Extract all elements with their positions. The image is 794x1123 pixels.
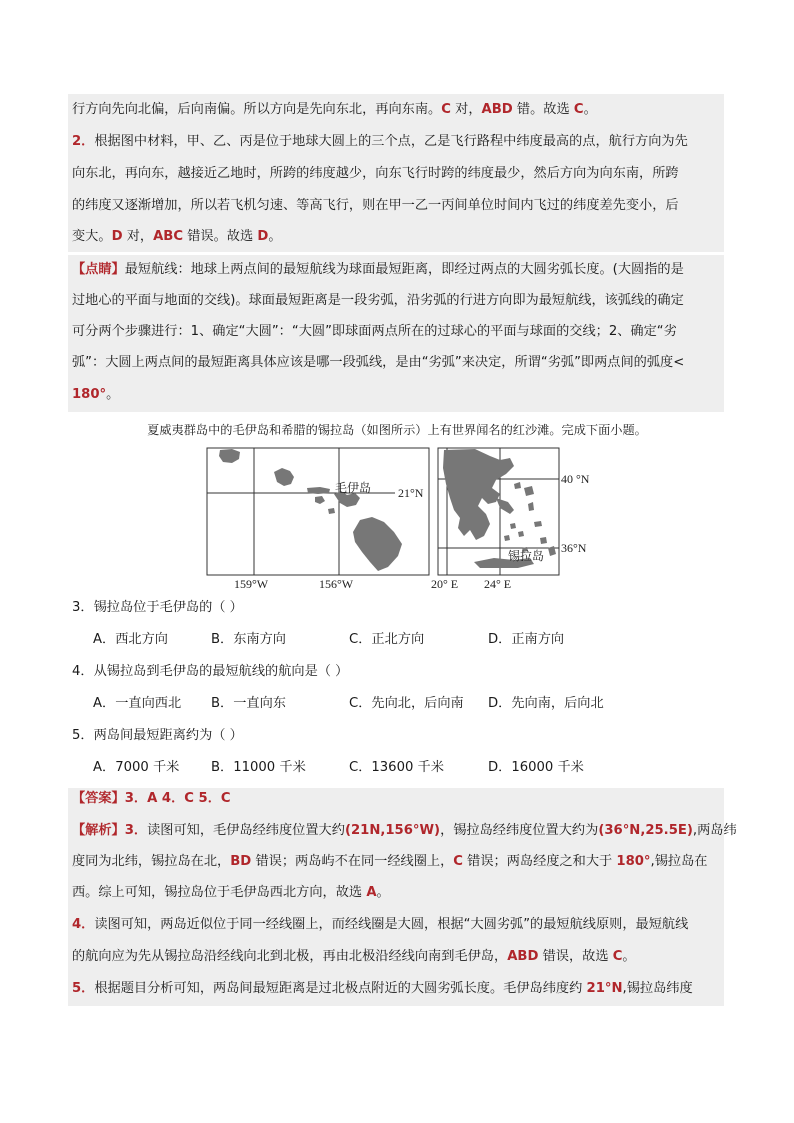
highlight-text: D	[257, 229, 269, 244]
island-cyclades-2	[518, 531, 524, 537]
highlight-text: 2．	[72, 134, 95, 149]
island-chios	[528, 502, 534, 511]
explanation-line	[72, 227, 282, 247]
highlight-text: 21°N	[586, 981, 623, 996]
label-lon-156: 156°W	[319, 577, 354, 591]
text-run: 错误；两岛经度之和大于	[462, 854, 617, 869]
highlight-text: ABD	[481, 102, 513, 117]
answer-line	[72, 821, 737, 841]
explanation-line	[72, 164, 679, 184]
text-run: 根据图中材料，甲、乙、丙是位于地球大圆上的三个点，乙是飞行路程中纬度最高的点，航行方向为先	[94, 134, 688, 149]
island-cyclades-1	[510, 523, 516, 529]
question-4-option-b[interactable]: B．一直向东	[211, 696, 286, 711]
text-run: 西。综上可知，锡拉岛位于毛伊岛西北方向，故选	[72, 885, 367, 900]
question-4-option-c[interactable]: C．先向北，后向南	[349, 696, 464, 711]
text-run: ,两岛纬	[692, 823, 737, 838]
text-run: 向东北，再向东，越接近乙地时，所跨的纬度越少，向东飞行时跨的纬度最少，然后方向为向东南，所跨	[72, 166, 679, 181]
island-cyclades-3	[504, 535, 510, 541]
text-run: 。	[268, 229, 282, 244]
text-run: 度同为北纬，锡拉岛在北，	[72, 854, 231, 869]
label-maui: 毛伊岛	[335, 481, 372, 495]
highlight-text: ABC	[153, 229, 184, 244]
question-3-stem: 3．锡拉岛位于毛伊岛的（ ）	[72, 600, 243, 615]
highlight-text: 180°	[72, 387, 107, 402]
highlight-text: 5．	[72, 981, 95, 996]
question-3-option-c[interactable]: C．正北方向	[349, 632, 425, 647]
label-lat-21: 21°N	[398, 486, 424, 500]
text-run: ,锡拉岛在	[650, 854, 708, 869]
text-run: 。	[106, 387, 120, 402]
highlight-text: D	[111, 229, 123, 244]
question-5-option-c[interactable]: C．13600 千米	[349, 760, 444, 775]
answer-line	[72, 915, 688, 935]
island-samos	[534, 521, 542, 527]
question-3-option-b[interactable]: B．东南方向	[211, 632, 286, 647]
island-kauai	[219, 449, 240, 463]
highlight-text: 【解析】3．	[72, 823, 148, 838]
text-run: 变大。	[72, 229, 112, 244]
tip-line	[72, 291, 684, 311]
label-lon-20: 20° E	[431, 577, 459, 591]
island-lesbos	[524, 486, 534, 496]
island-molokai	[307, 487, 330, 494]
text-run: 错误，故选	[538, 949, 613, 964]
map-hawaii	[202, 444, 432, 594]
question-3-option-d[interactable]: D．正南方向	[488, 632, 565, 647]
text-run: 根据题目分析可知，两岛间最短距离是过北极点附近的大圆劣弧长度。毛伊岛纬度约	[94, 981, 587, 996]
text-run: 的纬度又逐渐增加，所以若飞机匀速、等高飞行，则在甲一乙一丙间单位时间内飞过的纬度差先变小，后	[72, 198, 679, 213]
text-run: 弧”：大圆上两点间的最短距离具体应该是哪一段弧线，是由“劣弧”来决定，所谓“劣弧”即两点间的弧度<	[72, 355, 685, 370]
text-run: 对，	[122, 229, 154, 244]
highlight-text: 180°	[616, 854, 651, 869]
highlight-text: BD	[230, 854, 252, 869]
highlight-text: (21N,156°W)	[344, 823, 441, 838]
text-run: ,锡拉岛纬度	[622, 981, 693, 996]
highlight-text: ABD	[507, 949, 539, 964]
answer-line	[72, 789, 231, 809]
island-lanai	[315, 496, 325, 504]
island-lemnos	[514, 482, 521, 489]
question-4-option-d[interactable]: D．先向南，后向北	[488, 696, 604, 711]
answer-line	[72, 947, 636, 967]
text-run: 读图可知，毛伊岛经纬度位置大约	[147, 823, 345, 838]
answer-line	[72, 883, 390, 903]
tip-line	[72, 353, 684, 373]
question-5-option-a[interactable]: A．7000 千米	[93, 760, 180, 775]
explanation-line	[72, 132, 688, 152]
text-run: 行方向先向北偏，后向南偏。所以方向是先向东北，再向东南。	[72, 102, 442, 117]
answer-line	[72, 979, 693, 999]
highlight-text: C	[573, 102, 584, 117]
highlight-text: 4．	[72, 917, 95, 932]
highlight-text: C	[441, 102, 451, 117]
label-lat-40: 40 °N	[561, 472, 590, 486]
highlight-text: 【答案】3．A 4．C 5．C	[72, 791, 231, 806]
tip-line	[72, 322, 677, 342]
island-kahoolawe	[328, 508, 335, 514]
text-run: 过地心的平面与地面的交线)。球面最短距离是一段劣弧，沿劣弧的行进方向即为最短航线，该弧线的确定	[72, 293, 684, 308]
highlight-text: C	[453, 854, 463, 869]
highlight-text: A	[366, 885, 377, 900]
island-oahu	[274, 468, 294, 486]
label-thira: 锡拉岛	[508, 549, 545, 563]
tip-line	[72, 385, 119, 405]
explanation-line	[72, 100, 597, 120]
question-intro: 夏威夷群岛中的毛伊岛和希腊的锡拉岛（如图所示）上有世界闻名的红沙滩。完成下面小题。	[147, 423, 647, 437]
label-lat-36: 36°N	[561, 541, 587, 555]
question-3-option-a[interactable]: A．西北方向	[93, 632, 168, 647]
text-run: 。	[622, 949, 636, 964]
answer-line	[72, 852, 707, 872]
question-5-option-d[interactable]: D．16000 千米	[488, 760, 584, 775]
text-run: 。	[376, 885, 390, 900]
text-run: ，锡拉岛经纬度位置大约为	[440, 823, 599, 838]
tip-line	[72, 260, 684, 280]
text-run: 最短航线：地球上两点间的最短航线为球面最短距离，即经过两点的大圆劣弧长度。(大圆指的是	[124, 262, 684, 277]
label-lon-159: 159°W	[234, 577, 269, 591]
island-hawaii	[353, 517, 402, 571]
island-euboea	[496, 498, 514, 514]
text-run: 可分两个步骤进行：1、确定“大圆”：“大圆”即球面两点所在的过球心的平面与球面的交线；2、确定“劣	[72, 324, 677, 339]
question-4-stem: 4．从锡拉岛到毛伊岛的最短航线的航向是（ ）	[72, 664, 349, 679]
text-run: 对，	[450, 102, 482, 117]
explanation-line	[72, 196, 679, 216]
highlight-text: 【点睛】	[72, 262, 125, 277]
text-run: 错误；两岛屿不在同一经线圈上，	[251, 854, 454, 869]
label-lon-24: 24° E	[484, 577, 512, 591]
text-run: 。	[583, 102, 597, 117]
text-run: 的航向应为先从锡拉岛沿经线向北到北极，再由北极沿经线向南到毛伊岛，	[72, 949, 508, 964]
map-greece	[430, 444, 605, 594]
island-dodecanese-1	[540, 537, 547, 544]
text-run: 读图可知，两岛近似位于同一经线圈上，而经线圈是大圆，根据“大圆劣弧”的最短航线原则，最短航线	[94, 917, 689, 932]
greece-mainland	[443, 449, 514, 540]
highlight-text: (36°N,25.5E)	[598, 823, 693, 838]
question-5-stem: 5．两岛间最短距离约为（ ）	[72, 728, 243, 743]
text-run: 错误。故选	[183, 229, 258, 244]
highlight-text: C	[612, 949, 623, 964]
question-5-option-b[interactable]: B．11000 千米	[211, 760, 306, 775]
question-4-option-a[interactable]: A．一直向西北	[93, 696, 182, 711]
text-run: 错。故选	[512, 102, 574, 117]
